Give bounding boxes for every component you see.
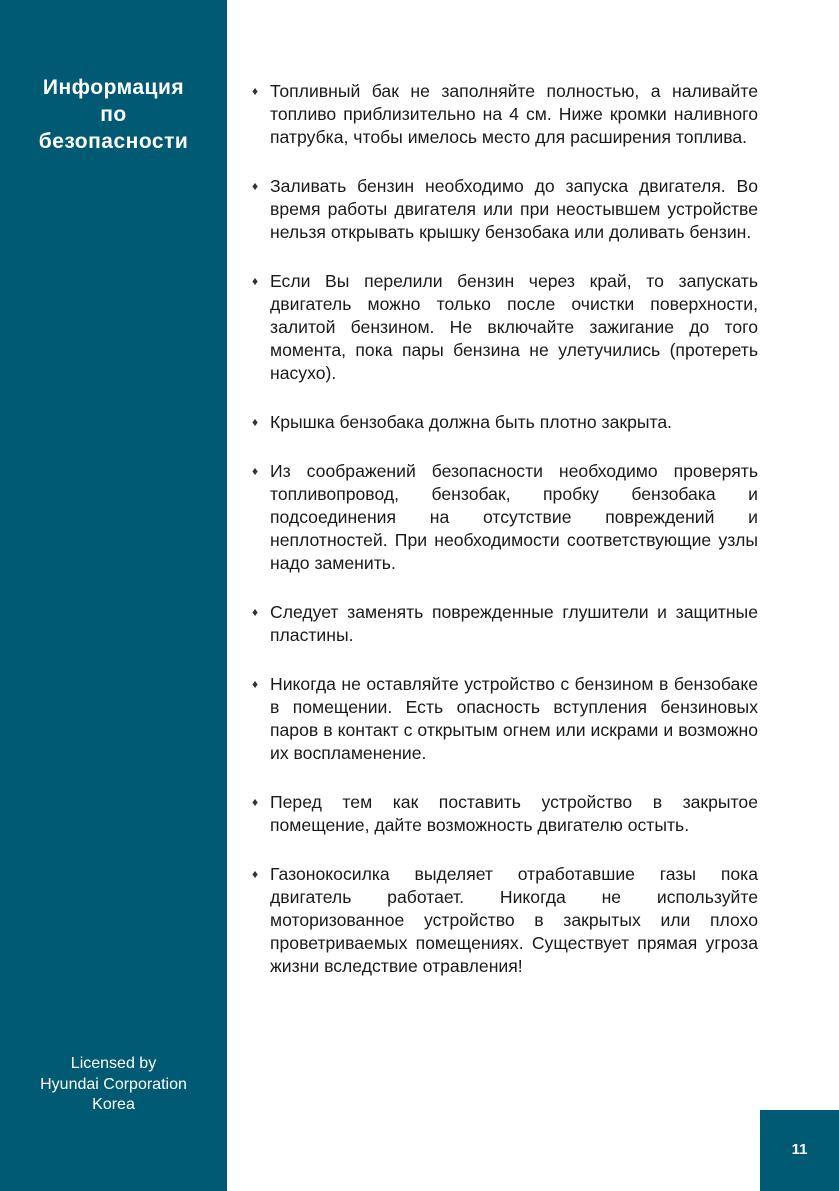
list-item-text: Топливный бак не заполняйте полностью, а наливайте топливо приблизительно на 4 см. Ниже кромки наливного патрубка, чтобы имелось место для расширения топлива.	[270, 81, 758, 147]
list-item	[250, 673, 758, 765]
safety-content	[250, 80, 758, 1004]
section-title	[0, 74, 227, 155]
license-note	[0, 1054, 227, 1116]
list-item	[250, 175, 758, 244]
diamond-bullet-icon: ♦	[252, 605, 259, 619]
section-title-line: безопасности	[38, 130, 189, 153]
diamond-bullet-icon: ♦	[252, 84, 259, 98]
diamond-bullet-icon: ♦	[252, 867, 259, 881]
list-item	[250, 411, 758, 434]
license-line: Korea	[92, 1096, 135, 1113]
list-item-text: Следует заменять поврежденные глушители и защитные пластины.	[270, 602, 758, 645]
list-item-text: Никогда не оставляйте устройство с бензином в бензобаке в помещении. Есть опасность вступления бензиновых паров в контакт с открытым огнем или искрами и возможно их воспламенение.	[270, 674, 758, 763]
list-item-text: Если Вы перелили бензин через край, то запускать двигатель можно только после очистки поверхности, залитой бензином. Не включайте зажигание до того момента, пока пары бензина не улетучились (протереть насухо).	[270, 271, 758, 383]
safety-bullet-list	[250, 80, 758, 978]
diamond-bullet-icon: ♦	[252, 415, 259, 429]
license-line: Licensed by	[70, 1055, 157, 1072]
license-line: Hyundai Corporation	[40, 1075, 187, 1093]
diamond-bullet-icon: ♦	[252, 274, 259, 288]
page-number: 11	[791, 1141, 808, 1158]
section-title-line: Информация	[42, 76, 185, 99]
list-item	[250, 270, 758, 385]
list-item	[250, 601, 758, 647]
list-item	[250, 80, 758, 149]
section-title-line: по	[100, 103, 127, 126]
list-item-text: Газонокосилка выделяет отработавшие газы пока двигатель работает. Никогда не используйте моторизованное устройство в закрытых или плохо проветриваемых помещениях. Существует прямая угроза жизни вследствие отравления!	[270, 864, 758, 976]
list-item	[250, 863, 758, 978]
list-item-text: Заливать бензин необходимо до запуска двигателя. Во время работы двигателя или при неостывшем устройстве нельзя открывать крышку бензобака или доливать бензин.	[270, 176, 758, 242]
page-number-tab	[760, 1110, 839, 1191]
diamond-bullet-icon: ♦	[252, 795, 259, 809]
list-item-text: Перед тем как поставить устройство в закрытое помещение, дайте возможность двигателю остыть.	[270, 792, 758, 835]
list-item-text: Крышка бензобака должна быть плотно закрыта.	[270, 412, 673, 432]
list-item	[250, 791, 758, 837]
diamond-bullet-icon: ♦	[252, 464, 259, 478]
diamond-bullet-icon: ♦	[252, 677, 259, 691]
list-item	[250, 460, 758, 575]
list-item-text: Из соображений безопасности необходимо проверять топливопровод, бензобак, пробку бензобака и подсоединения на отсутствие повреждений и неплотностей. При необходимости соответствующие узлы надо заменить.	[270, 461, 758, 573]
diamond-bullet-icon: ♦	[252, 179, 259, 193]
sidebar	[0, 0, 227, 1191]
